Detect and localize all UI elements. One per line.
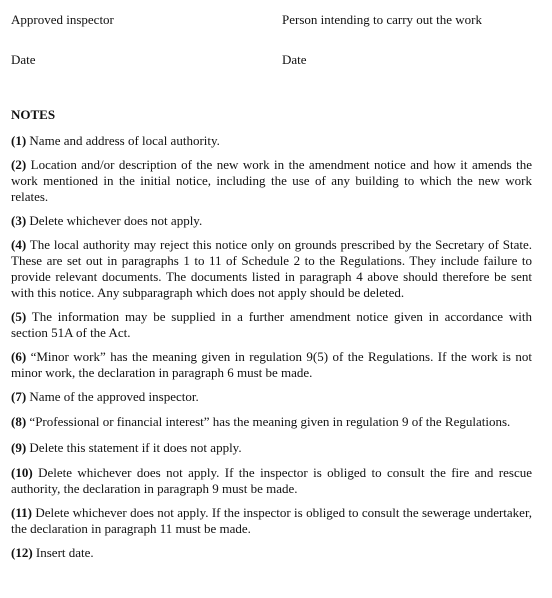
note-text: Delete whichever does not apply. If the inspector is obliged to consult the fire and rescue authority, the declaration in paragraph 9 must be made. [11, 465, 533, 496]
note-item-10 [11, 465, 532, 497]
note-number: (4) [11, 237, 27, 252]
note-text: Name of the approved inspector. [29, 389, 199, 404]
note-text: “Professional or financial interest” has the meaning given in regulation 9 of the Regulations. [29, 414, 511, 429]
note-number: (3) [11, 213, 27, 228]
note-item-8 [11, 414, 532, 430]
inspector-date-label: Date [11, 52, 36, 67]
person-carrying-out-work-label: Person intending to carry out the work [282, 12, 483, 27]
note-text: Name and address of local authority. [29, 133, 220, 148]
note-text: Insert date. [35, 545, 94, 560]
note-item-12 [11, 545, 532, 561]
note-text: “Minor work” has the meaning given in regulation 9(5) of the Regulations. If the work is not minor work, the declaration in paragraph 6 must be made. [11, 349, 532, 380]
note-number: (10) [11, 465, 33, 480]
note-text: Delete whichever does not apply. [29, 213, 203, 228]
note-text: The local authority may reject this notice only on grounds prescribed by the Secretary of State. These are set out in paragraphs 1 to 11 of Schedule 2 to the Regulations. They include failure to provide relevant documents. The documents listed in paragraph 4 above should therefore be sent with this notice. Any subparagraph which does not apply should be deleted. [11, 237, 533, 300]
note-number: (9) [11, 440, 27, 455]
note-number: (7) [11, 389, 27, 404]
notes-heading: NOTES [11, 107, 56, 122]
note-text: Delete this statement if it does not apply. [29, 440, 242, 455]
note-item-4 [11, 237, 532, 301]
note-item-9 [11, 440, 532, 456]
note-item-3 [11, 213, 532, 229]
note-number: (12) [11, 545, 33, 560]
note-item-2 [11, 157, 532, 205]
note-text: The information may be supplied in a further amendment notice given in accordance with section 51A of the Act. [11, 309, 532, 340]
note-number: (11) [11, 505, 32, 520]
note-item-1 [11, 133, 532, 149]
approved-inspector-label: Approved inspector [11, 12, 114, 27]
note-text: Delete whichever does not apply. If the inspector is obliged to consult the sewerage undertaker, the declaration in paragraph 11 must be made. [11, 505, 533, 536]
note-text: Location and/or description of the new work in the amendment notice and how it amends the work mentioned in the initial notice, including the use of any building to which the new work relates. [11, 157, 532, 204]
note-number: (2) [11, 157, 27, 172]
note-item-6 [11, 349, 532, 381]
note-number: (5) [11, 309, 27, 324]
note-number: (6) [11, 349, 27, 364]
note-item-11 [11, 505, 532, 537]
note-item-5 [11, 309, 532, 341]
person-date-label: Date [282, 52, 307, 67]
note-number: (8) [11, 414, 27, 429]
note-number: (1) [11, 133, 27, 148]
note-item-7 [11, 389, 532, 405]
